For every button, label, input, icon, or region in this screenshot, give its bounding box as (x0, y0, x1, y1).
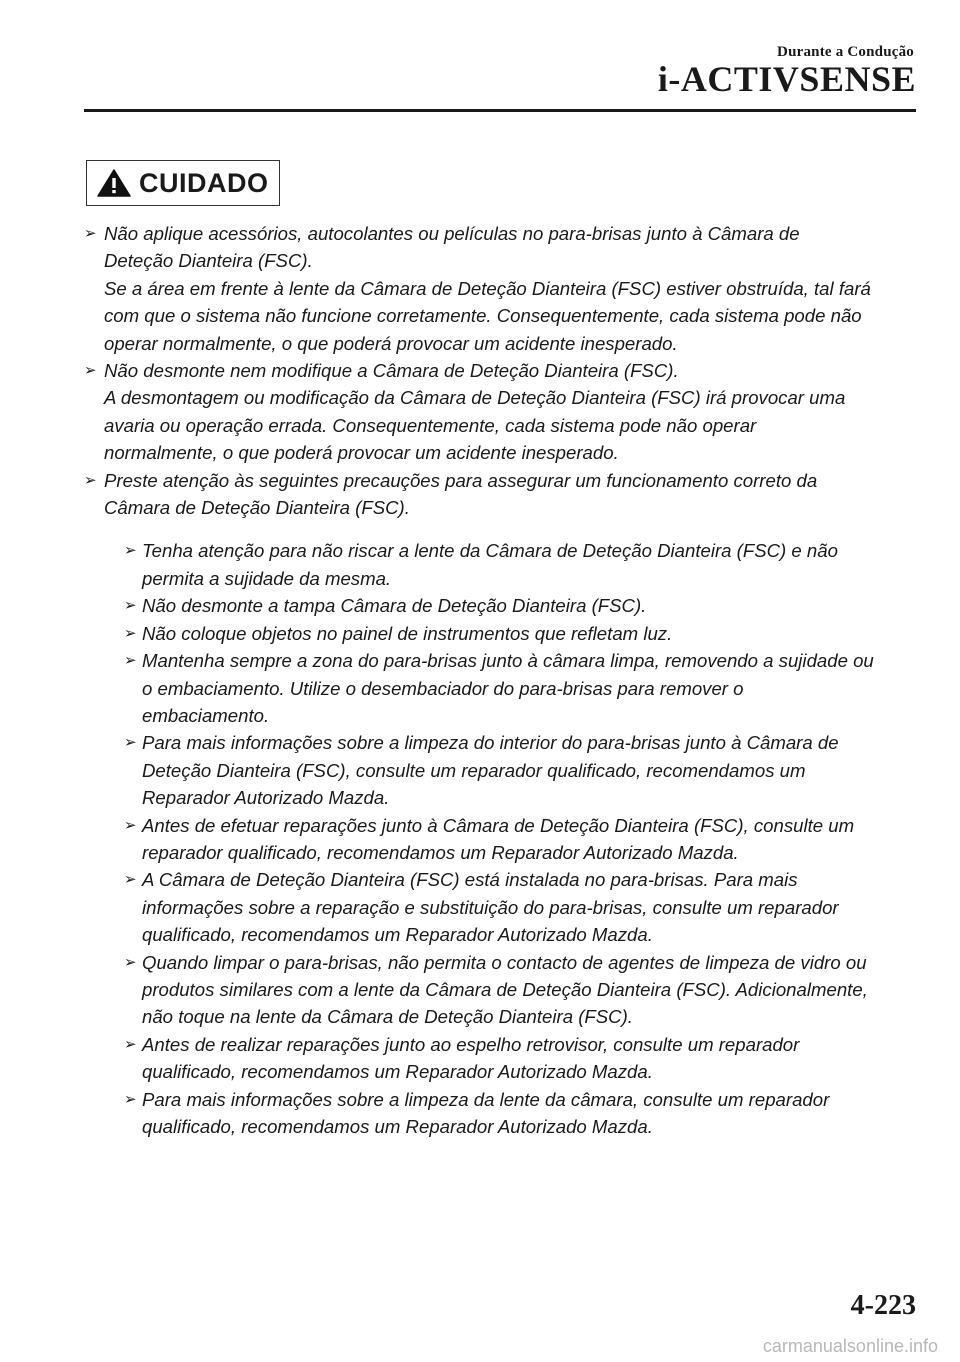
caution-item (84, 467, 916, 1141)
bullet-arrow-icon: ➢ (124, 871, 137, 889)
page-number: 4-223 (850, 1290, 916, 1321)
text-line: Não aplique acessórios, autocolantes ou películas no para-brisas junto à Câmara de (104, 223, 800, 244)
precaution-item (124, 537, 916, 592)
section-title: Durante a Condução (777, 44, 914, 60)
text-line: Câmara de Deteção Dianteira (FSC). (104, 497, 410, 519)
bullet-arrow-icon: ➢ (124, 542, 137, 560)
text-line: Deteção Dianteira (FSC), consulte um reparador qualificado, recomendamos um (142, 759, 806, 781)
bullet-arrow-icon: ➢ (124, 816, 137, 834)
text-line: A Câmara de Deteção Dianteira (FSC) está instalada no para-brisas. Para mais (142, 869, 798, 891)
precaution-item (124, 1031, 916, 1086)
precaution-item (124, 1086, 916, 1141)
header-rule (84, 109, 916, 112)
text-line: Tenha atenção para não riscar a lente da Câmara de Deteção Dianteira (FSC) e não (142, 540, 838, 562)
text-line: Não desmonte a tampa Câmara de Deteção Dianteira (FSC). (142, 595, 647, 617)
text-line: Antes de realizar reparações junto ao espelho retrovisor, consulte um reparador (142, 1033, 800, 1055)
footer-watermark: carmanualsonline.info (762, 1336, 938, 1356)
text-line: Deteção Dianteira (FSC). (104, 250, 313, 272)
text-line: Se a área em frente à lente da Câmara de Deteção Dianteira (FSC) estiver obstruída, tal fará (104, 277, 871, 299)
precaution-item (124, 647, 916, 729)
caution-list (84, 220, 916, 1140)
text-line: não toque na lente da Câmara de Deteção Dianteira (FSC). (142, 1006, 633, 1028)
bullet-arrow-icon: ➢ (124, 734, 137, 752)
bullet-arrow-icon: ➢ (124, 624, 137, 642)
text-line: qualificado, recomendamos um Reparador Autorizado Mazda. (142, 1116, 653, 1137)
caution-box (86, 160, 280, 206)
bullet-arrow-icon: ➢ (84, 362, 97, 380)
precaution-item (124, 866, 916, 948)
precaution-sublist (124, 537, 916, 1140)
text-line: reparador qualificado, recomendamos um Reparador Autorizado Mazda. (142, 841, 739, 863)
text-line: qualificado, recomendamos um Reparador Autorizado Mazda. (142, 1061, 653, 1083)
text-line: Não desmonte nem modifique a Câmara de Deteção Dianteira (FSC). (104, 360, 679, 382)
precaution-item (124, 592, 916, 619)
text-line: qualificado, recomendamos um Reparador Autorizado Mazda. (142, 924, 653, 946)
caution-item (84, 220, 916, 357)
text-line: informações sobre a reparação e substituição do para-brisas, consulte um reparador (142, 896, 839, 918)
text-line: permita a sujidade da mesma. (142, 567, 392, 589)
bullet-arrow-icon: ➢ (124, 953, 137, 971)
precaution-item (124, 812, 916, 867)
text-line: Mantenha sempre a zona do para-brisas junto à câmara limpa, removendo a sujidade ou (142, 650, 874, 672)
text-line: Para mais informações sobre a limpeza do interior do para-brisas junto à Câmara de (142, 732, 839, 754)
text-line: Preste atenção às seguintes precauções para assegurar um funcionamento correto da (104, 469, 818, 491)
text-line: normalmente, o que poderá provocar um acidente inesperado. (104, 442, 619, 464)
precaution-item (124, 729, 916, 811)
caution-item (84, 357, 916, 467)
caution-content (84, 220, 916, 1140)
text-line: Quando limpar o para-brisas, não permita o contacto de agentes de limpeza de vidro ou (142, 951, 867, 973)
bullet-arrow-icon: ➢ (124, 652, 137, 670)
bullet-arrow-icon: ➢ (84, 471, 97, 489)
chapter-title: i-ACTIVSENSE (657, 59, 916, 99)
caution-label: CUIDADO (139, 167, 269, 198)
text-line: o embaciamento. Utilize o desembaciador do para-brisas para remover o (142, 677, 744, 699)
bullet-arrow-icon: ➢ (124, 597, 137, 615)
bullet-arrow-icon: ➢ (124, 1035, 137, 1053)
text-line: produtos similares com a lente da Câmara de Deteção Dianteira (FSC). Adicionalmente, (142, 978, 868, 1000)
text-line: Não coloque objetos no painel de instrumentos que refletam luz. (142, 622, 673, 644)
text-line: A desmontagem ou modificação da Câmara de Deteção Dianteira (FSC) irá provocar uma (104, 387, 846, 409)
text-line: operar normalmente, o que poderá provocar um acidente inesperado. (104, 332, 678, 354)
bullet-arrow-icon: ➢ (84, 225, 97, 242)
text-line: Reparador Autorizado Mazda. (142, 787, 390, 809)
text-line: Antes de efetuar reparações junto à Câmara de Deteção Dianteira (FSC), consulte um (142, 814, 855, 836)
text-line: avaria ou operação errada. Consequentemente, cada sistema pode não operar (104, 414, 757, 436)
text-line: com que o sistema não funcione corretamente. Consequentemente, cada sistema pode não (104, 305, 862, 327)
precaution-item (124, 620, 916, 647)
precaution-item (124, 949, 916, 1031)
text-line: embaciamento. (142, 704, 270, 726)
warning-icon (97, 168, 131, 198)
bullet-arrow-icon: ➢ (124, 1090, 137, 1108)
text-line: Para mais informações sobre a limpeza da lente da câmara, consulte um reparador (142, 1088, 830, 1110)
